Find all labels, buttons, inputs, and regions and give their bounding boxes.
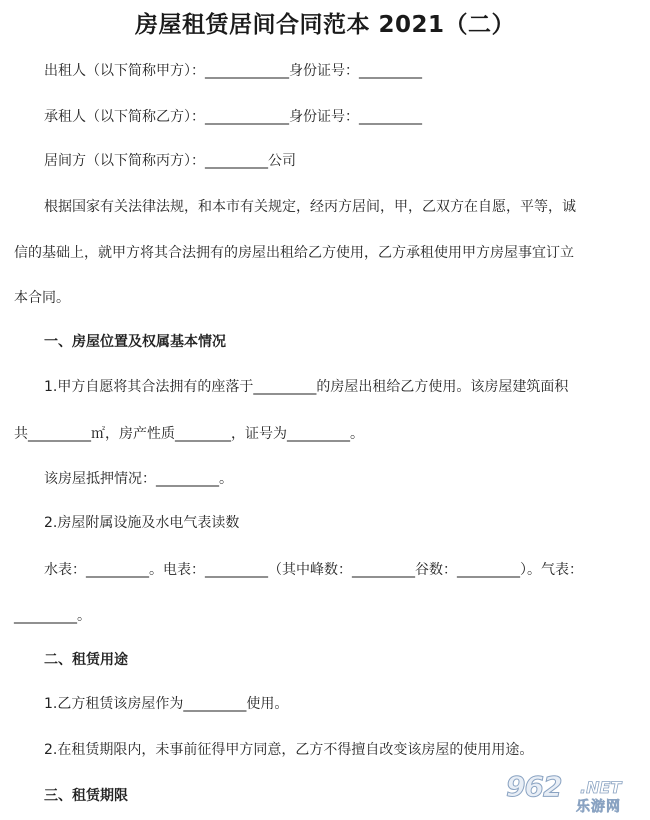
meters-line-1: 水表：_________。电表：_________（其中峰数：_________谷数：_________）。气表： — [44, 562, 583, 578]
item-1-1-line-2: 共_________㎡，房产性质________，证号为_________。 — [14, 426, 364, 442]
watermark-domain: .NET — [580, 778, 622, 797]
watermark-subtitle: 乐游网 — [576, 799, 621, 815]
intermediary-line: 居间方（以下简称丙方）：_________公司 — [44, 153, 296, 169]
meters-line-2: _________。 — [14, 608, 91, 624]
intro-paragraph-line-2: 信的基础上，就甲方将其合法拥有的房屋出租给乙方使用，乙方承租使用甲方房屋事宜订立 — [14, 245, 574, 261]
intro-paragraph-line-3: 本合同。 — [14, 290, 70, 306]
item-1-2-line: 2.房屋附属设施及水电气表读数 — [44, 515, 240, 531]
mortgage-line: 该房屋抵押情况：_________。 — [44, 471, 233, 487]
lessor-line: 出租人（以下简称甲方）：____________身份证号：_________ — [44, 63, 422, 79]
item-1-1-line-1: 1.甲方自愿将其合法拥有的座落于_________的房屋出租给乙方使用。该房屋建筑面积 — [44, 379, 569, 395]
section-3-heading: 三、租赁期限 — [44, 788, 128, 804]
section-1-heading: 一、房屋位置及权属基本情况 — [44, 334, 226, 350]
item-2-1-line: 1.乙方租赁该房屋作为_________使用。 — [44, 696, 289, 712]
watermark-brand: 962 — [506, 770, 562, 803]
lessee-line: 承租人（以下简称乙方）：____________身份证号：_________ — [44, 109, 422, 125]
item-2-2-line: 2.在租赁期限内，未事前征得甲方同意，乙方不得擅自改变该房屋的使用用途。 — [44, 742, 534, 758]
site-watermark-logo — [506, 772, 644, 816]
section-2-heading: 二、租赁用途 — [44, 652, 128, 668]
document-title: 房屋租赁居间合同范本 2021（二） — [134, 12, 516, 38]
intro-paragraph-line-1: 根据国家有关法律法规，和本市有关规定，经丙方居间，甲，乙双方在自愿，平等，诚 — [44, 199, 576, 215]
